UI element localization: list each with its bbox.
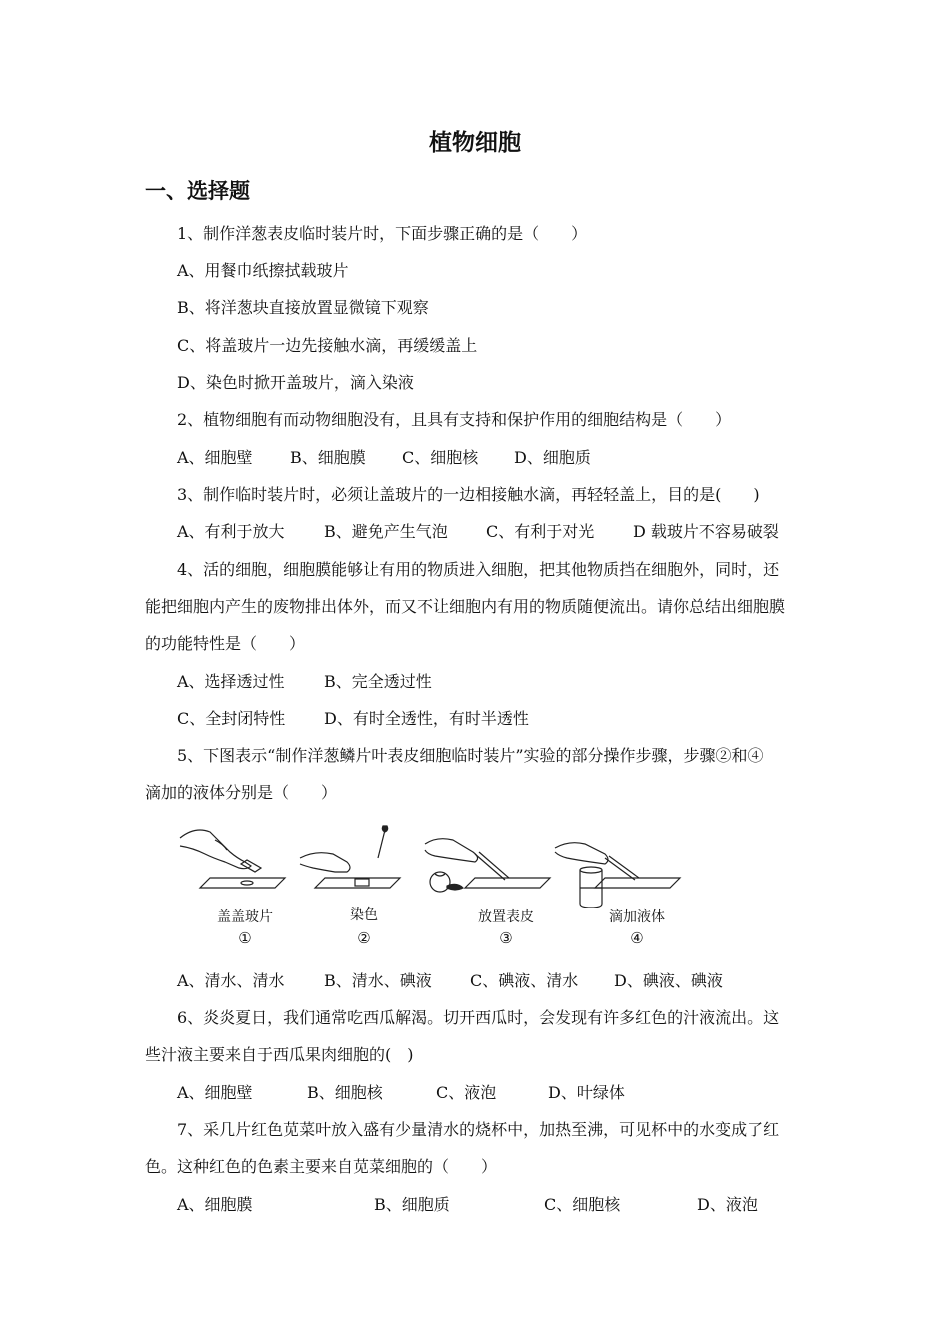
q5-option-d: D、碘液、碘液 <box>614 971 723 990</box>
q1-option-d: D、染色时掀开盖玻片，滴入染液 <box>177 373 414 392</box>
q6-option-d: D、叶绿体 <box>548 1083 625 1102</box>
q5-option-a: A、清水、清水 <box>177 971 285 990</box>
q4-option-c: C、全封闭特性 <box>177 709 286 728</box>
question-5-stem-line-2: 滴加的液体分别是（ ） <box>145 783 338 802</box>
q3-option-b: B、避免产生气泡 <box>324 522 448 541</box>
question-7-stem-line-1: 7、采几片红色苋菜叶放入盛有少量清水的烧杯中，加热至沸，可见杯中的水变成了红 <box>177 1120 780 1139</box>
question-4-stem-line-2: 能把细胞内产生的废物排出体外，而又不让细胞内有用的物质随便流出。请你总结出细胞膜 <box>145 597 786 616</box>
q1-option-b: B、将洋葱块直接放置显微镜下观察 <box>177 298 429 317</box>
step-1-illustration <box>180 830 285 888</box>
q5-option-b: B、清水、碘液 <box>324 971 432 990</box>
step-2-label: 染色 <box>350 907 378 923</box>
step-3-label: 放置表皮 <box>478 909 534 925</box>
q2-option-d: D、细胞质 <box>514 448 591 467</box>
question-2-stem: 2、植物细胞有而动物细胞没有，且具有支持和保护作用的细胞结构是（ ） <box>177 410 732 429</box>
lab-steps-illustration <box>175 818 685 908</box>
q1-option-c: C、将盖玻片一边先接触水滴，再缓缓盖上 <box>177 336 478 355</box>
question-1-stem: 1、制作洋葱表皮临时装片时，下面步骤正确的是（ ） <box>177 224 588 243</box>
q7-option-b: B、细胞质 <box>374 1195 450 1214</box>
step-1-number: ① <box>238 929 252 947</box>
q7-option-c: C、细胞核 <box>544 1195 621 1214</box>
q4-option-b: B、完全透过性 <box>324 672 432 691</box>
question-5-stem-line-1: 5、下图表示“制作洋葱鳞片叶表皮细胞临时装片”实验的部分操作步骤，步骤②和④ <box>177 746 764 765</box>
question-6-stem-line-2: 些汁液主要来自于西瓜果肉细胞的( ) <box>145 1045 414 1064</box>
step-4-illustration <box>555 843 680 908</box>
q4-option-a: A、选择透过性 <box>177 672 285 691</box>
lab-steps-figure <box>175 818 685 948</box>
q3-option-d: D 载玻片不容易破裂 <box>633 522 779 541</box>
section-heading: 一、选择题 <box>145 179 250 203</box>
page-title: 植物细胞 <box>429 130 521 156</box>
step-3-number: ③ <box>499 929 513 947</box>
step-4-number: ④ <box>630 929 644 947</box>
question-4-stem-line-3: 的功能特性是（ ） <box>145 634 306 653</box>
q2-option-a: A、细胞壁 <box>177 448 253 467</box>
q7-option-a: A、细胞膜 <box>177 1195 253 1214</box>
q2-option-b: B、细胞膜 <box>290 448 366 467</box>
q1-option-a: A、用餐巾纸擦拭载玻片 <box>177 261 349 280</box>
q5-option-c: C、碘液、清水 <box>470 971 579 990</box>
step-1-label: 盖盖玻片 <box>217 909 273 925</box>
q7-option-d: D、液泡 <box>697 1195 758 1214</box>
question-6-stem-line-1: 6、炎炎夏日，我们通常吃西瓜解渴。切开西瓜时，会发现有许多红色的汁液流出。这 <box>177 1008 780 1027</box>
q6-option-c: C、液泡 <box>436 1083 497 1102</box>
step-2-number: ② <box>357 929 371 947</box>
question-3-stem: 3、制作临时装片时，必须让盖玻片的一边相接触水滴，再轻轻盖上，目的是( ) <box>177 485 760 504</box>
question-4-stem-line-1: 4、活的细胞，细胞膜能够让有用的物质进入细胞，把其他物质挡在细胞外，同时，还 <box>177 560 780 579</box>
step-3-illustration <box>425 839 550 892</box>
step-2-illustration <box>300 826 400 888</box>
q3-option-a: A、有利于放大 <box>177 522 285 541</box>
q6-option-a: A、细胞壁 <box>177 1083 253 1102</box>
question-7-stem-line-2: 色。这种红色的色素主要来自苋菜细胞的（ ） <box>145 1157 498 1176</box>
q6-option-b: B、细胞核 <box>307 1083 383 1102</box>
q2-option-c: C、细胞核 <box>402 448 479 467</box>
q4-option-d: D、有时全透性，有时半透性 <box>324 709 529 728</box>
q3-option-c: C、有利于对光 <box>486 522 595 541</box>
step-4-label: 滴加液体 <box>609 909 665 925</box>
